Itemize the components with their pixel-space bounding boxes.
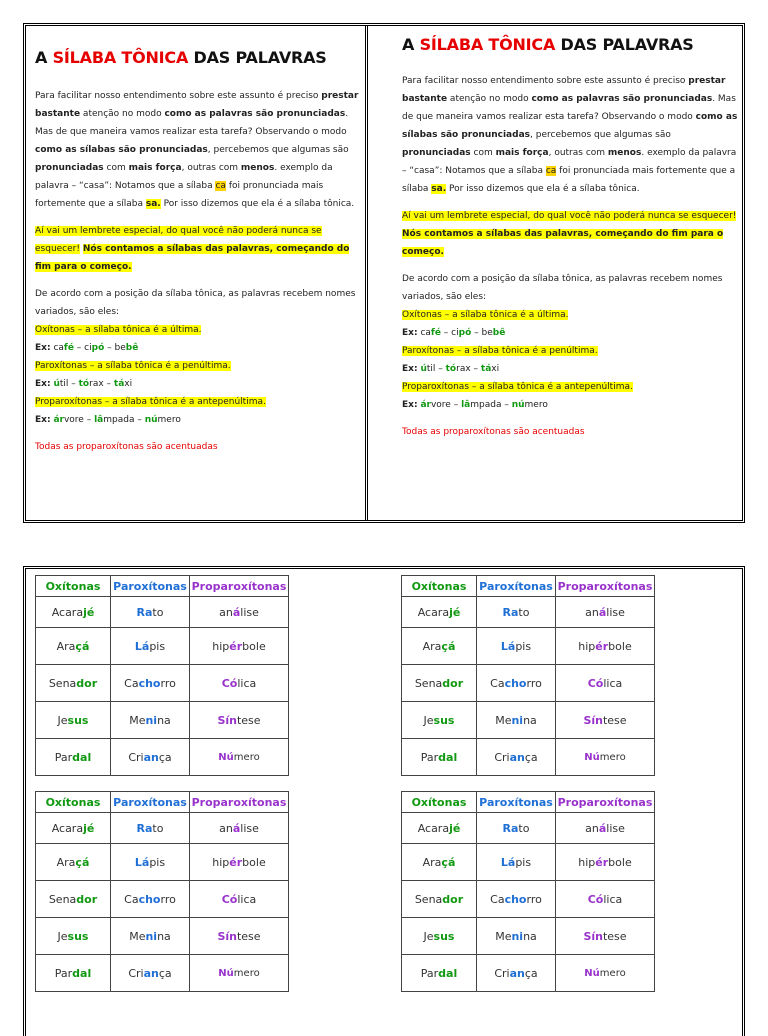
- accent-note: Todas as proparoxítonas são acentuadas: [35, 442, 218, 452]
- table-row: [402, 597, 655, 628]
- proparoxitona-cell: Síntese: [190, 702, 289, 739]
- table-row: [402, 739, 655, 776]
- table-row: [36, 844, 289, 881]
- oxitona-cell: Pardal: [36, 739, 111, 776]
- column-header: Oxítonas: [36, 576, 111, 597]
- example-label: Ex:: [35, 415, 51, 425]
- oxitona-cell: Jesus: [36, 702, 111, 739]
- example-word: lâmpada: [461, 400, 502, 410]
- proparoxitona-cell: análise: [556, 597, 655, 628]
- paroxitona-cell: Cachorro: [477, 881, 556, 918]
- column-header: Paroxítonas: [111, 792, 190, 813]
- oxitona-cell: Acarajé: [36, 597, 111, 628]
- example-label: Ex:: [35, 379, 51, 389]
- table-row: [402, 628, 655, 665]
- table-row: [36, 665, 289, 702]
- table-row: [36, 918, 289, 955]
- explanation-paragraph: Para facilitar nosso entendimento sobre este assunto é preciso prestar bastante atenção no modo como as palavras são pronunciadas. Mas de que maneira vamos realizar esta tarefa? Observando o modo como as sílabas são pronunciadas, percebemos que algumas são pronunciadas com mais força, outras com menos. exemplo da palavra – “casa”: Notamos que a sílaba ca foi pronunciada mais fortemente que a sílaba sa. Por isso dizemos que ela é a sílaba tônica.: [402, 76, 738, 194]
- proparoxitona-definition: Proparoxítonas – a sílaba tônica é a antepenúltima.: [35, 397, 266, 407]
- table-row: [36, 702, 289, 739]
- table-row: [402, 844, 655, 881]
- paroxitona-definition: Paroxítonas – a sílaba tônica é a penúltima.: [35, 361, 231, 371]
- paroxitona-cell: Rato: [111, 813, 190, 844]
- syllable-table: [401, 791, 655, 992]
- paroxitona-examples: Ex: útil – tórax – táxi: [35, 379, 133, 389]
- example-word: número: [511, 400, 548, 410]
- oxitona-cell: Pardal: [402, 955, 477, 992]
- oxitona-cell: Jesus: [402, 918, 477, 955]
- oxitona-cell: Senador: [402, 665, 477, 702]
- example-word: cipó: [84, 343, 105, 353]
- proparoxitona-examples: Ex: árvore – lâmpada – número: [402, 400, 548, 410]
- column-header: Proparoxítonas: [190, 576, 289, 597]
- paroxitona-cell: Lápis: [477, 628, 556, 665]
- lesson-title: A SÍLABA TÔNICA DAS PALAVRAS: [35, 48, 327, 67]
- proparoxitona-cell: Número: [556, 955, 655, 992]
- oxitona-cell: Pardal: [402, 739, 477, 776]
- lesson-panel-left: [30, 26, 362, 456]
- table-row: [36, 881, 289, 918]
- table-row: [36, 955, 289, 992]
- table-row: [402, 881, 655, 918]
- table-row: [36, 597, 289, 628]
- proparoxitona-cell: Síntese: [556, 918, 655, 955]
- reminder-text: Aí vai um lembrete especial, do qual você não poderá nunca se esquecer! Nós contamos a sílabas das palavras, começando do fim para o começo.: [35, 226, 350, 272]
- example-word: café: [53, 343, 74, 353]
- table-row: [36, 813, 289, 844]
- example-word: útil: [53, 379, 69, 389]
- syllable-table: [401, 575, 655, 776]
- paroxitona-cell: Lápis: [111, 844, 190, 881]
- example-label: Ex:: [35, 343, 51, 353]
- column-header: Proparoxítonas: [190, 792, 289, 813]
- proparoxitona-cell: Número: [190, 955, 289, 992]
- example-word: número: [144, 415, 181, 425]
- example-word: tórax: [78, 379, 104, 389]
- proparoxitona-definition: Proparoxítonas – a sílaba tônica é a antepenúltima.: [402, 382, 633, 392]
- example-word: árvore: [53, 415, 84, 425]
- proparoxitona-cell: análise: [190, 597, 289, 628]
- example-word: táxi: [480, 364, 500, 374]
- example-label: Ex:: [402, 400, 418, 410]
- proparoxitona-examples: Ex: árvore – lâmpada – número: [35, 415, 181, 425]
- oxitona-cell: Araçá: [402, 844, 477, 881]
- oxitona-cell: Senador: [36, 665, 111, 702]
- table-row: [36, 628, 289, 665]
- example-word: útil: [420, 364, 436, 374]
- column-divider: [365, 26, 368, 520]
- column-header: Proparoxítonas: [556, 792, 655, 813]
- example-word: tórax: [445, 364, 471, 374]
- paroxitona-cell: Menina: [477, 702, 556, 739]
- table-row: [402, 918, 655, 955]
- oxitona-cell: Acarajé: [402, 597, 477, 628]
- paroxitona-cell: Menina: [477, 918, 556, 955]
- oxitona-definition: Oxítonas – a sílaba tônica é a última.: [402, 310, 569, 320]
- column-header: Oxítonas: [402, 792, 477, 813]
- oxitona-cell: Araçá: [402, 628, 477, 665]
- example-word: árvore: [420, 400, 451, 410]
- explanation-paragraph: Para facilitar nosso entendimento sobre este assunto é preciso prestar bastante atenção no modo como as palavras são pronunciadas. Mas de que maneira vamos realizar esta tarefa? Observando o modo como as sílabas são pronunciadas, percebemos que algumas são pronunciadas com mais força, outras com menos. exemplo da palavra – “casa”: Notamos que a sílaba ca foi pronunciada mais fortemente que a sílaba sa. Por isso dizemos que ela é a sílaba tônica.: [35, 91, 359, 209]
- table-row: [402, 955, 655, 992]
- oxitona-cell: Pardal: [36, 955, 111, 992]
- tables-sheet: [23, 566, 745, 1036]
- lesson-panel-right: [398, 26, 740, 441]
- proparoxitona-cell: análise: [190, 813, 289, 844]
- proparoxitona-cell: Número: [190, 739, 289, 776]
- oxitona-cell: Acarajé: [402, 813, 477, 844]
- example-word: bebê: [481, 328, 506, 338]
- table-row: [402, 702, 655, 739]
- proparoxitona-cell: Cólica: [190, 881, 289, 918]
- paroxitona-cell: Cachorro: [477, 665, 556, 702]
- proparoxitona-cell: hipérbole: [556, 844, 655, 881]
- proparoxitona-cell: hipérbole: [556, 628, 655, 665]
- proparoxitona-cell: Síntese: [556, 702, 655, 739]
- proparoxitona-cell: hipérbole: [190, 844, 289, 881]
- lesson-title: A SÍLABA TÔNICA DAS PALAVRAS: [402, 35, 694, 54]
- oxitona-cell: Araçá: [36, 844, 111, 881]
- paroxitona-cell: Rato: [477, 813, 556, 844]
- paroxitona-examples: Ex: útil – tórax – táxi: [402, 364, 500, 374]
- paroxitona-cell: Cachorro: [111, 665, 190, 702]
- example-label: Ex:: [402, 364, 418, 374]
- syllable-table: [35, 575, 289, 776]
- paroxitona-cell: Rato: [111, 597, 190, 628]
- intro-text: De acordo com a posição da sílaba tônica, as palavras recebem nomes variados, são eles:: [402, 274, 723, 302]
- column-header: Oxítonas: [36, 792, 111, 813]
- table-row: [402, 665, 655, 702]
- table-row: [36, 739, 289, 776]
- paroxitona-cell: Lápis: [111, 628, 190, 665]
- paroxitona-cell: Rato: [477, 597, 556, 628]
- column-header: Paroxítonas: [477, 576, 556, 597]
- example-word: cipó: [451, 328, 472, 338]
- oxitona-examples: Ex: café – cipó – bebê: [35, 343, 139, 353]
- column-header: Paroxítonas: [111, 576, 190, 597]
- example-label: Ex:: [402, 328, 418, 338]
- paroxitona-cell: Criança: [111, 955, 190, 992]
- example-word: bebê: [114, 343, 139, 353]
- paroxitona-cell: Menina: [111, 702, 190, 739]
- syllable-table: [35, 791, 289, 992]
- oxitona-cell: Jesus: [402, 702, 477, 739]
- proparoxitona-cell: Cólica: [190, 665, 289, 702]
- paroxitona-cell: Criança: [477, 955, 556, 992]
- reminder-text: Aí vai um lembrete especial, do qual você não poderá nunca se esquecer! Nós contamos a sílabas das palavras, começando do fim para o começo.: [402, 211, 737, 257]
- lesson-sheet: [23, 23, 745, 523]
- column-header: Proparoxítonas: [556, 576, 655, 597]
- intro-text: De acordo com a posição da sílaba tônica, as palavras recebem nomes variados, são eles:: [35, 289, 356, 317]
- proparoxitona-cell: Síntese: [190, 918, 289, 955]
- paroxitona-cell: Criança: [111, 739, 190, 776]
- column-header: Paroxítonas: [477, 792, 556, 813]
- oxitona-cell: Acarajé: [36, 813, 111, 844]
- oxitona-cell: Jesus: [36, 918, 111, 955]
- proparoxitona-cell: Número: [556, 739, 655, 776]
- paroxitona-cell: Cachorro: [111, 881, 190, 918]
- proparoxitona-cell: hipérbole: [190, 628, 289, 665]
- proparoxitona-cell: Cólica: [556, 665, 655, 702]
- paroxitona-cell: Lápis: [477, 844, 556, 881]
- accent-note: Todas as proparoxítonas são acentuadas: [402, 427, 585, 437]
- paroxitona-cell: Menina: [111, 918, 190, 955]
- paroxitona-definition: Paroxítonas – a sílaba tônica é a penúltima.: [402, 346, 598, 356]
- proparoxitona-cell: análise: [556, 813, 655, 844]
- table-row: [402, 813, 655, 844]
- paroxitona-cell: Criança: [477, 739, 556, 776]
- oxitona-examples: Ex: café – cipó – bebê: [402, 328, 506, 338]
- oxitona-cell: Araçá: [36, 628, 111, 665]
- column-header: Oxítonas: [402, 576, 477, 597]
- example-word: lâmpada: [94, 415, 135, 425]
- example-word: táxi: [113, 379, 133, 389]
- example-word: café: [420, 328, 441, 338]
- oxitona-definition: Oxítonas – a sílaba tônica é a última.: [35, 325, 202, 335]
- oxitona-cell: Senador: [402, 881, 477, 918]
- proparoxitona-cell: Cólica: [556, 881, 655, 918]
- oxitona-cell: Senador: [36, 881, 111, 918]
